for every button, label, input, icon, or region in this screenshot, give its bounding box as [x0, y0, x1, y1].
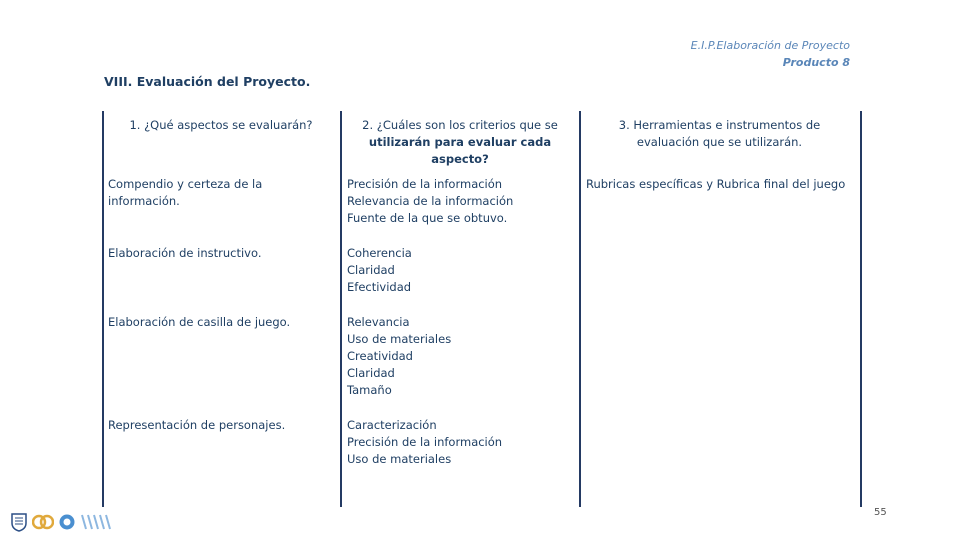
cell-line: Creatividad [347, 349, 413, 363]
cell-line: Claridad [347, 366, 395, 380]
cell-line: Relevancia [347, 315, 410, 329]
cell-line: Uso de materiales [347, 332, 452, 346]
table-row-aspect [108, 176, 262, 210]
table-row-criteria [347, 245, 412, 296]
cell-line: Representación de personajes. [108, 418, 286, 432]
table-rule-1 [340, 111, 342, 507]
table-rule-2 [579, 111, 581, 507]
cell-line: Tamaño [347, 383, 392, 397]
table-row-aspect [108, 417, 285, 434]
table-row-aspect [108, 314, 290, 331]
footer-logos [10, 512, 114, 532]
header-product: Producto 8 [782, 56, 850, 69]
table-row-tools [586, 176, 845, 193]
cell-line: Elaboración de casilla de juego. [108, 315, 291, 329]
section-title: VIII. Evaluación del Proyecto. [104, 74, 311, 89]
column-header-line: utilizarán para evaluar cada aspecto? [368, 135, 552, 166]
cell-line: Precisión de la información [347, 435, 503, 449]
cell-line: Claridad [347, 263, 395, 277]
column-header-line: 3. Herramientas e instrumentos de [618, 118, 821, 132]
column-header-line: 2. ¿Cuáles son los criterios que se [362, 118, 558, 132]
cell-line: Fuente de la que se obtuvo. [347, 211, 508, 225]
cell-line: Elaboración de instructivo. [108, 246, 262, 260]
document-header [691, 37, 850, 71]
cell-line: Uso de materiales [347, 452, 452, 466]
cell-line: Efectividad [347, 280, 412, 294]
table-rule-left [102, 111, 104, 507]
column-header-aspects [104, 117, 338, 134]
cell-line: información. [108, 194, 180, 208]
cell-line: Compendio y certeza de la [108, 177, 263, 191]
anniversary-logo [32, 512, 54, 532]
column-header-line: 1. ¿Qué aspectos se evaluarán? [129, 118, 313, 132]
table-row-aspect [108, 245, 261, 262]
cell-line: Precisión de la información [347, 177, 503, 191]
page-number: 55 [874, 507, 887, 518]
column-header-line: evaluación que se utilizarán. [636, 135, 803, 149]
column-header-criteria [342, 117, 578, 168]
unam-shield-logo [10, 512, 28, 532]
table-rule-right [860, 111, 862, 507]
stripes-logo [80, 512, 114, 532]
cell-line: Rubricas específicas y Rubrica final del juego [586, 177, 846, 191]
header-subtitle: E.I.P.Elaboración de Proyecto [690, 39, 850, 52]
cell-line: Coherencia [347, 246, 412, 260]
table-row-criteria [347, 417, 502, 468]
cell-line: Relevancia de la información [347, 194, 514, 208]
table-row-criteria [347, 176, 513, 227]
table-row-criteria [347, 314, 451, 399]
cell-line: Caracterización [347, 418, 437, 432]
circle-badge-logo [58, 512, 76, 532]
column-header-tools [581, 117, 858, 151]
